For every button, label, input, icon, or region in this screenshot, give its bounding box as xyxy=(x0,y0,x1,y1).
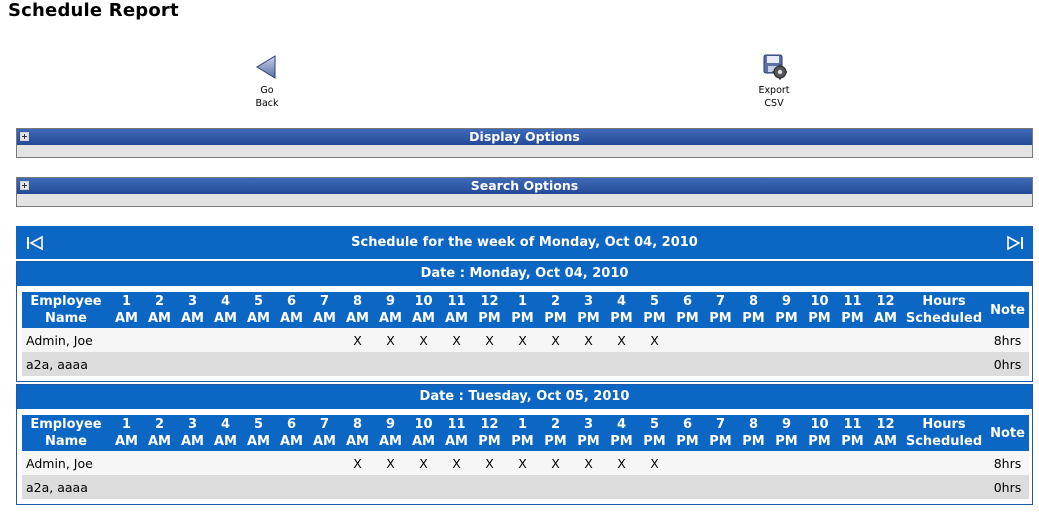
column-header: 9 PM xyxy=(770,292,803,328)
hour-cell xyxy=(473,352,506,376)
hour-cell xyxy=(473,475,506,499)
employee-name-cell: Admin, Joe xyxy=(22,451,110,475)
column-header: Hours Scheduled xyxy=(902,415,986,451)
hour-cell xyxy=(209,475,242,499)
hour-cell xyxy=(242,352,275,376)
column-header: 1 PM xyxy=(506,292,539,328)
hour-cell: X xyxy=(539,451,572,475)
table-row xyxy=(22,451,1029,475)
page-title: Schedule Report xyxy=(8,0,179,21)
hour-cell xyxy=(176,475,209,499)
schedule-table xyxy=(22,292,1029,376)
hour-cell xyxy=(638,352,671,376)
hour-cell: X xyxy=(473,328,506,352)
week-title: Schedule for the week of Monday, Oct 04, 2010 xyxy=(351,235,698,250)
export-csv-label: Export CSV xyxy=(758,85,790,109)
column-header: 2 AM xyxy=(143,292,176,328)
hour-cell xyxy=(836,352,869,376)
column-header: 5 PM xyxy=(638,415,671,451)
column-header: 5 AM xyxy=(242,415,275,451)
hour-cell xyxy=(275,451,308,475)
hour-cell xyxy=(308,328,341,352)
hour-cell xyxy=(242,328,275,352)
column-header: 2 PM xyxy=(539,415,572,451)
hour-cell xyxy=(770,352,803,376)
hour-cell xyxy=(737,328,770,352)
day-section xyxy=(16,384,1033,505)
hour-cell: X xyxy=(605,451,638,475)
employee-name-cell: Admin, Joe xyxy=(22,328,110,352)
column-header: Employee Name xyxy=(22,292,110,328)
column-header: 1 AM xyxy=(110,292,143,328)
search-options-panel xyxy=(16,177,1033,207)
display-options-panel xyxy=(16,128,1033,158)
hour-cell xyxy=(737,475,770,499)
hour-cell xyxy=(902,328,986,352)
column-header: 7 AM xyxy=(308,415,341,451)
column-header: 11 AM xyxy=(440,415,473,451)
hour-cell xyxy=(836,451,869,475)
hour-cell: X xyxy=(440,451,473,475)
hour-cell: X xyxy=(638,328,671,352)
column-header: 1 AM xyxy=(110,415,143,451)
column-header: 11 PM xyxy=(836,415,869,451)
hour-cell: X xyxy=(341,328,374,352)
hour-cell xyxy=(308,475,341,499)
hours-scheduled-cell: 8hrs xyxy=(986,451,1029,475)
employee-name-cell: a2a, aaaa xyxy=(22,475,110,499)
hour-cell xyxy=(176,451,209,475)
hour-cell: X xyxy=(440,328,473,352)
hour-cell: X xyxy=(572,328,605,352)
hour-cell xyxy=(572,352,605,376)
day-header: Date : Monday, Oct 04, 2010 xyxy=(17,262,1032,286)
hour-cell xyxy=(671,475,704,499)
column-header: 11 AM xyxy=(440,292,473,328)
search-options-body xyxy=(17,194,1032,206)
hour-cell xyxy=(803,352,836,376)
column-header: 3 PM xyxy=(572,292,605,328)
hour-cell xyxy=(440,352,473,376)
hour-cell xyxy=(902,475,986,499)
hour-cell: X xyxy=(638,451,671,475)
hour-cell xyxy=(176,328,209,352)
hour-cell xyxy=(539,352,572,376)
hour-cell xyxy=(605,352,638,376)
column-header: 12 PM xyxy=(473,415,506,451)
column-header: 9 AM xyxy=(374,292,407,328)
column-header: 8 AM xyxy=(341,415,374,451)
column-header: 11 PM xyxy=(836,292,869,328)
column-header: 10 AM xyxy=(407,292,440,328)
day-list xyxy=(16,261,1033,505)
hour-cell xyxy=(737,451,770,475)
hours-scheduled-cell: 8hrs xyxy=(986,328,1029,352)
hour-cell xyxy=(869,352,902,376)
hour-cell xyxy=(275,475,308,499)
column-header: 12 AM xyxy=(869,292,902,328)
hour-cell xyxy=(110,451,143,475)
hour-cell xyxy=(110,352,143,376)
expand-plus-icon[interactable] xyxy=(20,132,29,141)
hour-cell xyxy=(869,328,902,352)
hour-cell xyxy=(110,475,143,499)
column-header: 1 PM xyxy=(506,415,539,451)
column-header: 8 PM xyxy=(737,415,770,451)
column-header: 9 AM xyxy=(374,415,407,451)
column-header: 12 PM xyxy=(473,292,506,328)
hour-cell xyxy=(506,352,539,376)
column-header: 4 PM xyxy=(605,292,638,328)
hour-cell xyxy=(407,352,440,376)
hour-cell xyxy=(341,475,374,499)
column-header: 9 PM xyxy=(770,415,803,451)
column-header: 5 AM xyxy=(242,292,275,328)
column-header: 3 AM xyxy=(176,415,209,451)
column-header: 3 AM xyxy=(176,292,209,328)
hour-cell: X xyxy=(605,328,638,352)
column-header: Note xyxy=(986,415,1029,451)
hour-cell: X xyxy=(407,328,440,352)
column-header: Note xyxy=(986,292,1029,328)
column-header: 10 PM xyxy=(803,415,836,451)
hour-cell xyxy=(110,328,143,352)
hour-cell xyxy=(209,328,242,352)
hour-cell xyxy=(308,451,341,475)
hour-cell xyxy=(275,328,308,352)
hour-cell: X xyxy=(374,328,407,352)
hour-cell xyxy=(143,451,176,475)
hour-cell xyxy=(836,475,869,499)
hour-cell xyxy=(671,328,704,352)
last-page-icon[interactable] xyxy=(1005,235,1025,251)
hour-cell xyxy=(902,352,986,376)
column-header: 5 PM xyxy=(638,292,671,328)
back-arrow-icon xyxy=(254,52,280,82)
hours-scheduled-cell: 0hrs xyxy=(986,475,1029,499)
hour-cell xyxy=(440,475,473,499)
day-header: Date : Tuesday, Oct 05, 2010 xyxy=(17,385,1032,409)
column-header: Hours Scheduled xyxy=(902,292,986,328)
hour-cell xyxy=(605,475,638,499)
hour-cell xyxy=(770,328,803,352)
schedule-table xyxy=(22,415,1029,499)
hour-cell: X xyxy=(473,451,506,475)
column-header: 7 AM xyxy=(308,292,341,328)
search-options-header[interactable] xyxy=(17,178,1032,194)
column-header: 7 PM xyxy=(704,292,737,328)
hour-cell xyxy=(836,328,869,352)
schedule-week-panel xyxy=(16,226,1033,518)
hour-cell xyxy=(209,451,242,475)
hour-cell xyxy=(704,352,737,376)
hour-cell xyxy=(275,352,308,376)
hour-cell xyxy=(374,352,407,376)
export-disk-gear-icon xyxy=(761,52,787,82)
hour-cell xyxy=(737,352,770,376)
hour-cell: X xyxy=(539,328,572,352)
hour-cell xyxy=(770,451,803,475)
export-csv-button[interactable] xyxy=(744,52,804,110)
column-header: 4 AM xyxy=(209,292,242,328)
hours-scheduled-cell: 0hrs xyxy=(986,352,1029,376)
column-header: 2 PM xyxy=(539,292,572,328)
hour-cell xyxy=(869,475,902,499)
column-header: 10 PM xyxy=(803,292,836,328)
hour-cell xyxy=(704,328,737,352)
hour-cell xyxy=(704,451,737,475)
hour-cell xyxy=(869,451,902,475)
hour-cell xyxy=(671,451,704,475)
hour-cell xyxy=(143,475,176,499)
hour-cell: X xyxy=(572,451,605,475)
hour-cell: X xyxy=(506,451,539,475)
hour-cell xyxy=(671,352,704,376)
hour-cell: X xyxy=(374,451,407,475)
week-header xyxy=(16,226,1033,259)
table-row xyxy=(22,352,1029,376)
first-page-icon[interactable] xyxy=(25,235,45,251)
hour-cell: X xyxy=(341,451,374,475)
column-header: 6 AM xyxy=(275,415,308,451)
column-header: 6 PM xyxy=(671,415,704,451)
column-header: 10 AM xyxy=(407,415,440,451)
expand-plus-icon[interactable] xyxy=(20,181,29,190)
column-header: 7 PM xyxy=(704,415,737,451)
hour-cell xyxy=(638,475,671,499)
column-header: Employee Name xyxy=(22,415,110,451)
hour-cell xyxy=(143,352,176,376)
hour-cell: X xyxy=(407,451,440,475)
hour-cell xyxy=(374,475,407,499)
hour-cell xyxy=(572,475,605,499)
hour-cell xyxy=(143,328,176,352)
hour-cell xyxy=(176,352,209,376)
hour-cell xyxy=(770,475,803,499)
hour-cell xyxy=(902,451,986,475)
hour-cell xyxy=(803,475,836,499)
hour-cell xyxy=(803,328,836,352)
hour-cell xyxy=(242,451,275,475)
search-options-label: Search Options xyxy=(470,178,579,193)
hour-cell xyxy=(407,475,440,499)
column-header: 8 PM xyxy=(737,292,770,328)
table-row xyxy=(22,328,1029,352)
display-options-header[interactable] xyxy=(17,129,1032,145)
column-header: 4 AM xyxy=(209,415,242,451)
hour-cell xyxy=(308,352,341,376)
column-header: 6 PM xyxy=(671,292,704,328)
table-row xyxy=(22,475,1029,499)
column-header: 8 AM xyxy=(341,292,374,328)
hour-cell xyxy=(209,352,242,376)
go-back-label: Go Back xyxy=(255,85,279,109)
column-header: 4 PM xyxy=(605,415,638,451)
column-header: 12 AM xyxy=(869,415,902,451)
hour-cell: X xyxy=(506,328,539,352)
hour-cell xyxy=(803,451,836,475)
column-header: 2 AM xyxy=(143,415,176,451)
column-header: 3 PM xyxy=(572,415,605,451)
hour-cell xyxy=(704,475,737,499)
hour-cell xyxy=(242,475,275,499)
display-options-label: Display Options xyxy=(469,129,580,144)
day-section xyxy=(16,261,1033,382)
go-back-button[interactable] xyxy=(237,52,297,110)
display-options-body xyxy=(17,145,1032,157)
employee-name-cell: a2a, aaaa xyxy=(22,352,110,376)
hour-cell xyxy=(506,475,539,499)
column-header: 6 AM xyxy=(275,292,308,328)
hour-cell xyxy=(539,475,572,499)
hour-cell xyxy=(341,352,374,376)
